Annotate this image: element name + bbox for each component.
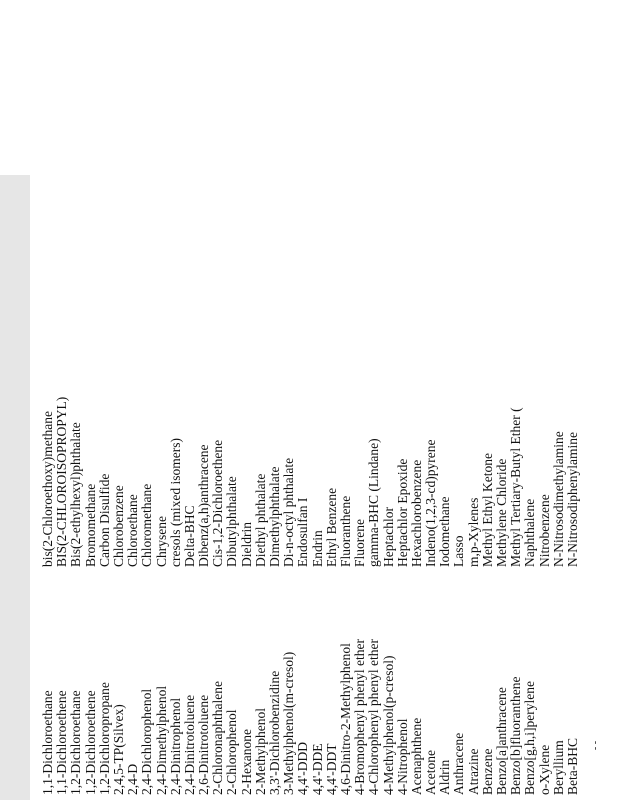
compound-name: Benzo[g,h,i]perylene (522, 681, 538, 795)
compound-name: Aldrin (437, 759, 453, 795)
compound-name: 4-Methylphenol(p-cresol) (380, 655, 396, 795)
compound-name: 1,2-Dichloroethane (68, 690, 84, 795)
compound-name: Atrazine (465, 748, 481, 795)
compound-name: 3-Methylphenol(m-cresol) (281, 651, 297, 795)
compound-name: Bromomethane (82, 483, 98, 567)
compound-name: Nitrobenzene (536, 494, 552, 567)
compound-name: 2,4-Dimethylphenol (153, 685, 169, 795)
compound-name: 3,3'-Dichlorobenzidine (267, 670, 282, 795)
compound-name: Dieldrin (238, 522, 254, 567)
compound-name: 2,6-Dinitrotoluene (196, 694, 212, 795)
compound-name: gamma-BHC (Lindane) (366, 438, 382, 567)
compound-name: Endrin (309, 530, 325, 567)
compound-name: Methylene Chloride (494, 458, 509, 567)
compound-name: 1,2-Dichloropropane (96, 682, 112, 795)
compound-name: Methyl Tertiary-Butyl Ether ( (508, 407, 524, 567)
compound-name: Acetone (423, 750, 439, 795)
compound-name: Delta-BHC (181, 505, 197, 567)
compound-name: Dibenz(a,h)anthracene (196, 444, 212, 567)
compound-name: 2-Methylphenol (252, 708, 268, 795)
compound-name: Naphthalene (522, 498, 538, 567)
compound-name: Lasso (451, 535, 467, 567)
compound-name: BIS(2-CHLOROISOPROPYL) (54, 396, 70, 567)
compound-name: Benzo[b]fluoranthene (508, 676, 524, 795)
compound-name: 2,4-Dichlorophenol (139, 688, 155, 795)
compound-name: Benzo[a]anthracene (494, 687, 509, 795)
compound-name: 4-Bromophenyl phenyl ether (352, 639, 368, 795)
compound-name: Carbon Disulfide (96, 473, 112, 567)
compound-name: 4-Chlorophenyl phenyl ether (366, 639, 382, 795)
compound-name: 2-Hexanone (238, 729, 254, 795)
compound-name: 2-Chloronaphthalene (210, 681, 226, 795)
compound-name: Beryllium (550, 740, 566, 795)
compound-name: 2,4-Dinitrophenol (167, 697, 183, 795)
compound-name: 1,1-Dichloroethane (40, 690, 55, 795)
compound-name: Endosulfan I (295, 497, 311, 567)
compound-name: m,p-Xylenes (465, 497, 481, 567)
compound-name: 2,4-Dinitrotoluene (181, 694, 197, 795)
compound-name: Bis(2-ethylhexyl)phthalate (68, 422, 84, 567)
compound-name: cresols (mixed isomers) (167, 438, 183, 567)
compound-name: 4,4'-DDT (323, 743, 339, 795)
compound-name: 2-Chlorophenol (224, 709, 240, 795)
compound-name: 1,1-Dichloroethene (54, 690, 70, 795)
compound-name: bis(2-Chloroethoxy)methane (40, 411, 55, 567)
compound-name: Acenaphthene (408, 717, 424, 795)
right-column (41, 267, 580, 567)
compound-name: Methyl Ethyl Ketone (479, 453, 495, 567)
compound-name: Beta-BHC (564, 738, 580, 795)
compound-name: Chloromethane (139, 483, 155, 567)
scan-edge-shadow (0, 175, 30, 800)
compound-name: 4,4'-DDD (295, 741, 311, 795)
compound-name: 2,4-D (125, 763, 141, 795)
compound-name: Diethyl phthalate (252, 473, 268, 567)
compound-name: 4,6-Dinitro-2-Methylphenol (337, 643, 353, 795)
compound-name: Chrysene (153, 516, 169, 567)
compound-name: N-Nitrosodiphenylamine (564, 432, 580, 567)
page-mark: - - (589, 740, 601, 751)
compound-name: Fluorene (352, 519, 368, 567)
compound-name: 1,2-Dichloroethene (82, 690, 98, 795)
compound-name: Indeno(1,2,3-cd)pyrene (423, 439, 439, 567)
left-column (41, 535, 580, 795)
compound-name: Benzene (479, 748, 495, 795)
compound-name: Iodomethane (437, 496, 453, 567)
compound-name: 2,4,5-TP(Silvex) (110, 704, 126, 795)
compound-name: Hexachlorobenzene (408, 459, 424, 567)
compound-name: N-Nitrosodimethylamine (550, 431, 566, 567)
compound-name: Anthracene (451, 732, 467, 795)
compound-name: Heptachlor Epoxide (394, 458, 410, 567)
compound-name: Heptachlor (380, 507, 396, 567)
compound-name: 4,4'-DDE (309, 743, 325, 795)
chemical-list (41, 275, 603, 795)
compound-name: Dimethylphthalate (267, 466, 282, 567)
compound-name: Cis-1,2-Dichloroethene (210, 439, 226, 567)
compound-name: Chloroethane (125, 494, 141, 567)
compound-name: o-Xylene (536, 744, 552, 795)
compound-name: Fluoranthene (337, 495, 353, 567)
compound-name: Chlorobenzene (110, 485, 126, 567)
compound-name: Ethyl Benzene (323, 487, 339, 567)
compound-name: 4-Nitrophenol (394, 718, 410, 795)
compound-name: Dibutylphthalate (224, 476, 240, 567)
compound-name: Di-n-octyl phthalate (281, 457, 297, 567)
